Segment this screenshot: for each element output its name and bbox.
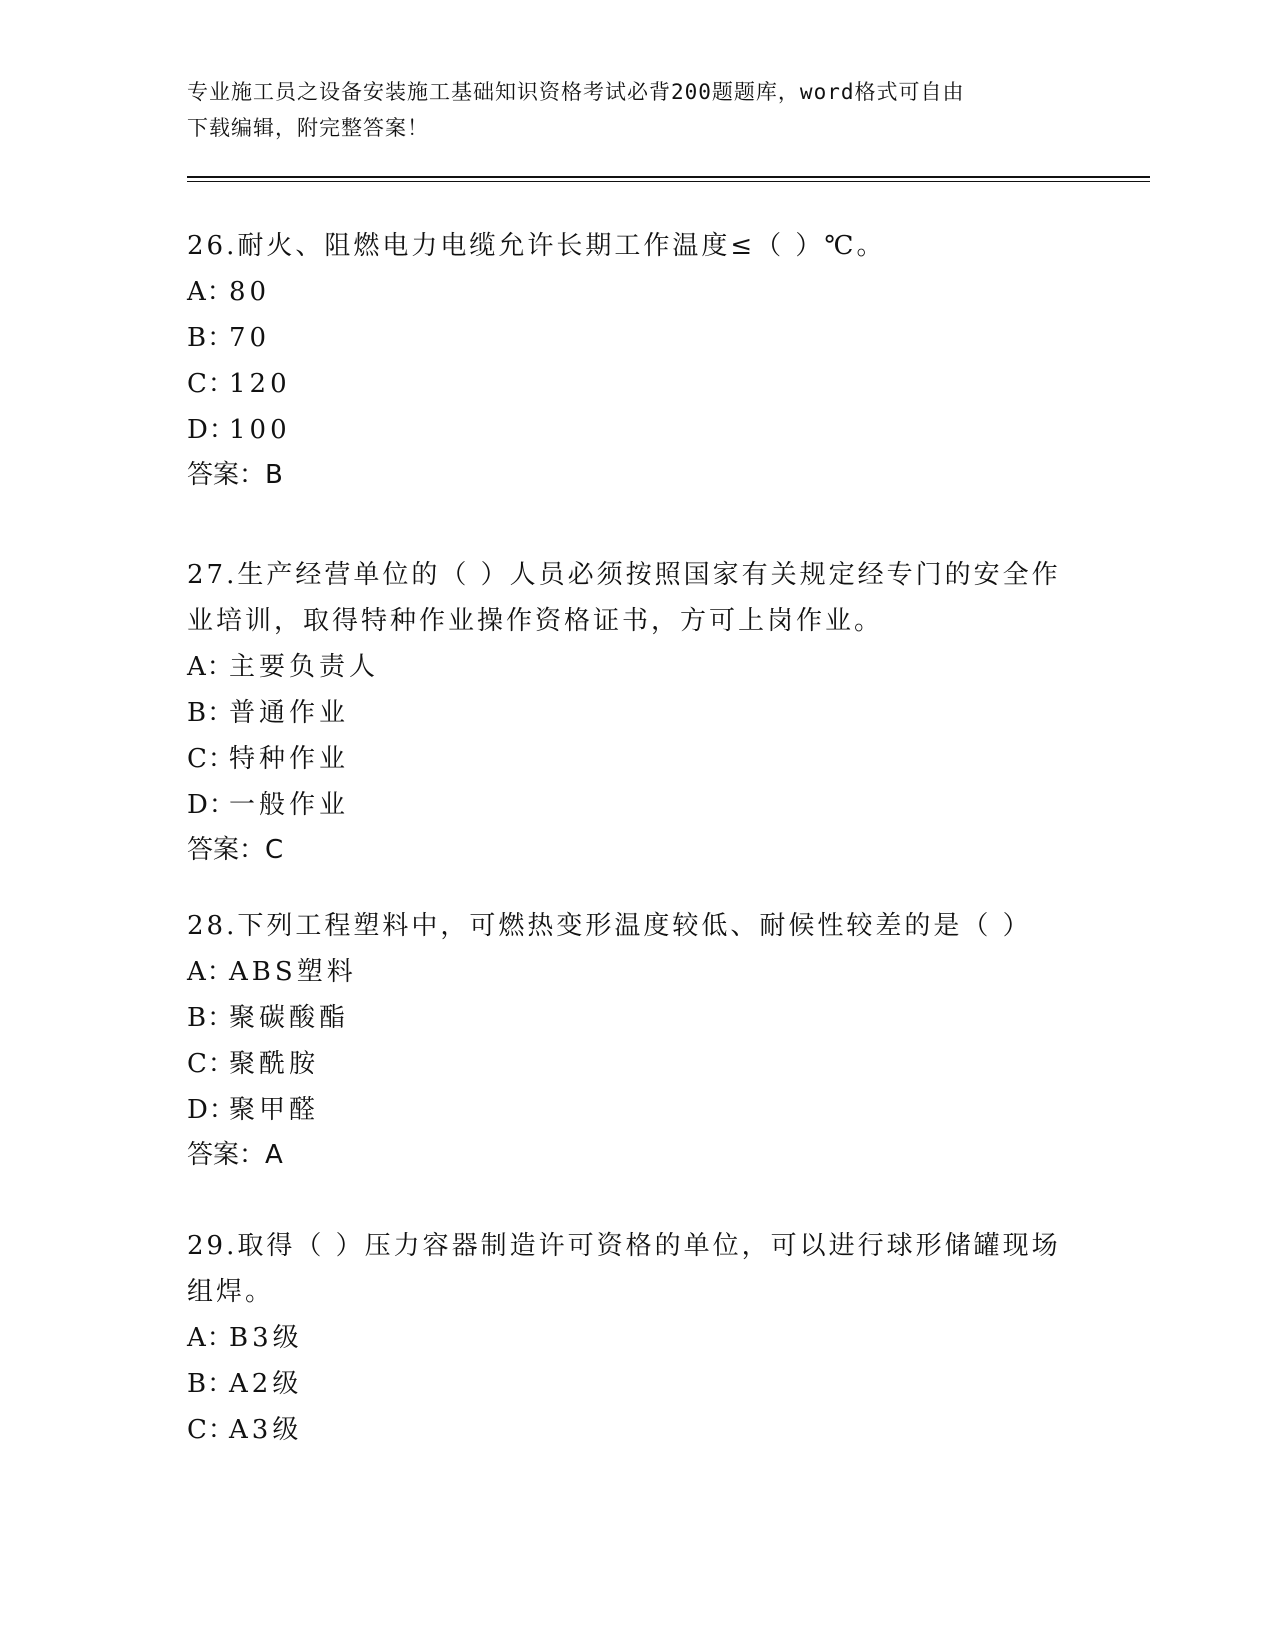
option-d: D： 100 (187, 415, 291, 445)
question-29 (187, 1223, 1067, 1453)
header-divider-thick (187, 176, 1150, 178)
answer: 答案：C (187, 835, 284, 865)
option-c: C： 聚酰胺 (187, 1049, 320, 1079)
option-a: A： ABS塑料 (187, 957, 357, 987)
option-b: B： A2级 (187, 1369, 303, 1399)
option-b: B： 70 (187, 323, 271, 353)
answer: 答案：B (187, 460, 283, 490)
option-a: A： 主要负责人 (187, 652, 380, 682)
question-27 (187, 552, 1067, 872)
option-c: C： 特种作业 (187, 744, 350, 774)
option-c: C： 120 (187, 369, 291, 399)
option-d: D： 一般作业 (187, 790, 350, 820)
question-stem: 26.耐火、阻燃电力电缆允许长期工作温度≤（ ）℃。 (187, 231, 886, 261)
option-a: A： 80 (187, 277, 271, 307)
question-28 (187, 903, 1067, 1177)
header-divider-thin (187, 181, 1150, 182)
option-a: A： B3级 (187, 1323, 303, 1353)
question-stem: 27.生产经营单位的（ ）人员必须按照国家有关规定经专门的安全作业培训，取得特种作业操作资格证书，方可上岗作业。 (187, 560, 1061, 636)
answer: 答案：A (187, 1140, 283, 1170)
header-line-2: 下载编辑，附完整答案！ (187, 116, 429, 140)
document-header (187, 74, 1087, 146)
option-b: B： 普通作业 (187, 698, 350, 728)
question-stem: 28.下列工程塑料中，可燃热变形温度较低、耐候性较差的是（ ） (187, 911, 1032, 941)
question-stem: 29.取得（ ）压力容器制造许可资格的单位，可以进行球形储罐现场组焊。 (187, 1231, 1061, 1307)
question-26 (187, 223, 1067, 497)
option-d: D： 聚甲醛 (187, 1095, 320, 1125)
option-c: C： A3级 (187, 1415, 303, 1445)
header-line-1: 专业施工员之设备安装施工基础知识资格考试必背200题题库，word格式可自由 (187, 80, 965, 104)
option-b: B： 聚碳酸酯 (187, 1003, 350, 1033)
